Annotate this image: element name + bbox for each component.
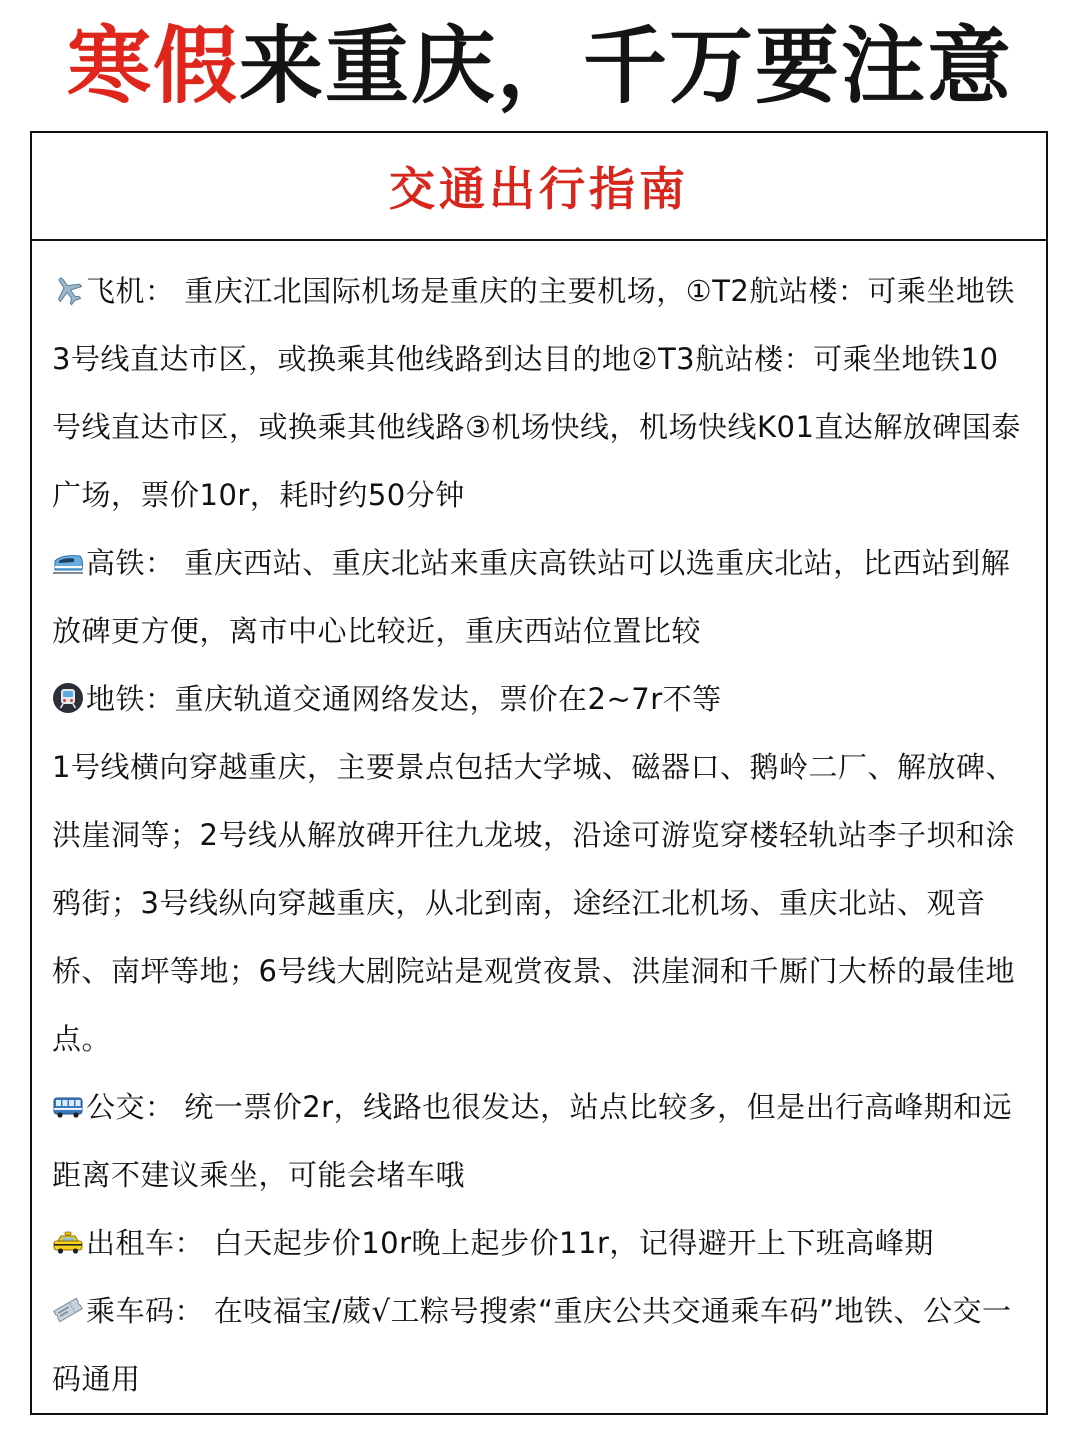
section-airplane: [52, 257, 1026, 529]
ticket-icon: [52, 1294, 84, 1326]
section-text: 1号线横向穿越重庆，主要景点包括大学城、磁器口、鹅岭二厂、解放碑、洪崖洞等；2号线从解放碑开往九龙坡，沿途可游览穿楼轻轨站李子坝和涂鸦街；3号线纵向穿越重庆，从北到南，途经江北机场、重庆北站、观音桥、南坪等地；6号线大剧院站是观赏夜景、洪崖洞和千厮门大桥的最佳地点。: [52, 750, 1015, 1056]
card-title: 交通出行指南: [389, 162, 689, 216]
section-text: 公交： 统一票价2r，线路也很发达，站点比较多，但是出行高峰期和远距离不建议乘坐，可能会堵车哦: [52, 1090, 1013, 1192]
section-text: 地铁：重庆轨道交通网络发达，票价在2~7r不等: [86, 682, 722, 716]
section-metro-lines: [52, 733, 1026, 1073]
section-text: 出租车： 白天起步价10r晚上起步价11r，记得避开上下班高峰期: [86, 1226, 934, 1260]
card-header: [32, 133, 1046, 241]
metro-icon: [52, 682, 84, 714]
section-text: 高铁： 重庆西站、重庆北站来重庆高铁站可以选重庆北站，比西站到解放碑更方便，离市中心比较近，重庆西站位置比较: [52, 546, 1011, 648]
section-text: 乘车码： 在吱福宝/葳√工粽号搜索“重庆公共交通乘车码”地铁、公交一码通用: [52, 1294, 1012, 1396]
bullet-train-icon: [52, 546, 84, 578]
section-taxi: [52, 1209, 1026, 1277]
headline-red-part: 寒假: [66, 16, 239, 115]
taxi-icon: [52, 1226, 84, 1258]
airplane-icon: [52, 274, 84, 306]
bus-icon: [52, 1090, 84, 1122]
section-bus: [52, 1073, 1026, 1209]
section-bullet-train: [52, 529, 1026, 665]
headline: [0, 18, 1080, 114]
card-body: [32, 241, 1046, 1413]
headline-black-part: 来重庆，千万要注意: [239, 16, 1014, 115]
guide-card: [30, 131, 1048, 1415]
section-ride-code: [52, 1277, 1026, 1413]
section-text: 飞机： 重庆江北国际机场是重庆的主要机场，①T2航站楼：可乘坐地铁3号线直达市区，或换乘其他线路到达目的地②T3航站楼：可乘坐地铁10号线直达市区，或换乘其他线路③机场快线，机场快线K01直达解放碑国泰广场，票价10r，耗时约50分钟: [52, 274, 1021, 512]
section-metro: [52, 665, 1026, 733]
